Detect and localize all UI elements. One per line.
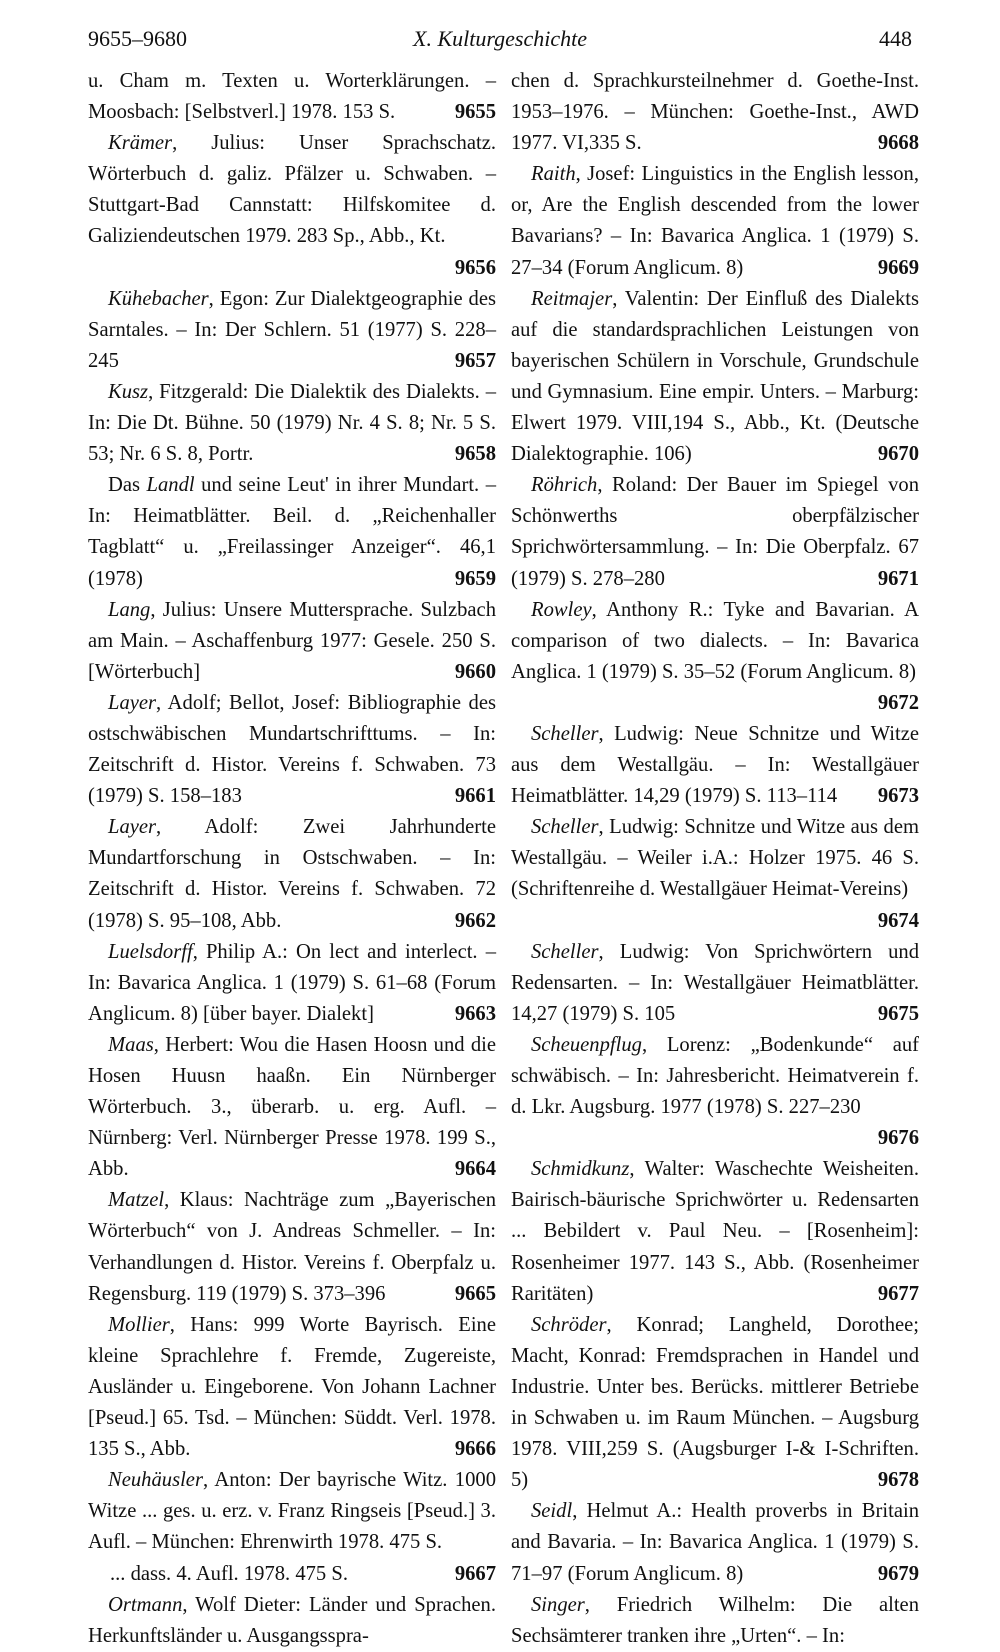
bibliography-entry [88, 1559, 496, 1590]
entry-number: 9664 [454, 1158, 496, 1181]
entry-number: 9659 [454, 567, 496, 590]
bibliography-entry [88, 812, 496, 936]
entry-text: , Valentin: Der Einfluß des Dialekts auf die standardsprachlichen Leistungen von bayerischen Schülern in Vorschule, Grundschule und Gymnasium. Eine empir. Unters. – Marburg: Elwert 1979. VIII,194 S., Abb., Kt. (Deutsche Dialektographie. 106) [511, 287, 919, 466]
entry-number-wrap [858, 906, 919, 937]
entry-author: Layer [108, 816, 157, 839]
entry-number-wrap [435, 657, 496, 688]
entry-text: chen d. Sprachkursteilnehmer d. Goethe-Inst. 1953–1976. – München: Goethe-Inst., AWD 1977. VI,335 S. [511, 70, 919, 155]
entry-text: ... dass. 4. Aufl. 1978. 475 S. [110, 1562, 348, 1585]
entry-text: , Ludwig: Neue Schnitze und Witze aus dem Westallgäu. – In: Westallgäuer Heimatblätter. 14,29 (1979) S. 113–114 [511, 722, 919, 808]
entry-number: 9677 [877, 1282, 919, 1305]
section-title: X. Kulturgeschichte [413, 26, 587, 51]
bibliography-entry [511, 159, 919, 283]
entry-text: , Helmut A.: Health proverbs in Britain and Bavaria. – In: Bavarica Anglica. 1 (1979) S. 71–97 (Forum Anglicum. 8) [511, 1500, 919, 1585]
entry-author: Luelsdorff [108, 940, 193, 963]
entry-author: Singer [531, 1593, 585, 1616]
entry-author: Maas [108, 1033, 154, 1056]
entry-number-wrap [858, 781, 919, 812]
entry-text: , Anthony R.: Tyke and Bavarian. A comparison of two dialects. – In: Bavarica Anglica. 1 (1979) S. 35–52 (Forum Anglicum. 8) [511, 598, 919, 683]
entry-text: , Friedrich Wilhelm: Die alten Sechsämterer tranken ihre „Urten“. – In: [511, 1593, 919, 1647]
bibliography-entry [511, 937, 919, 1030]
entry-text: und seine Leut' in ihrer Mundart. – In: Heimatblätter. Beil. d. „Reichenhaller Tagblatt“ u. „Freilassinger Anzeiger“. 46,1 (1978) [88, 474, 496, 590]
entry-author: Rowley [531, 598, 592, 621]
entry-text: , Ludwig: Schnitze und Witze aus dem Westallgäu. – Weiler i.A.: Holzer 1975. 46 S. (Schriftenreihe d. Westallgäuer Heimat-Vereins) [511, 816, 919, 901]
entry-text: , Hans: 999 Worte Bayrisch. Eine kleine Sprachlehre f. Fremde, Zugereiste, Ausländer u. Eingeborene. Von Johann Lachner [Pseud.] 65. Tsd. – München: Süddt. Verl. 1978. 135 S., Abb. [88, 1313, 496, 1461]
bibliography-entry [88, 688, 496, 812]
entry-number-wrap [858, 253, 919, 284]
entry-author: Layer [108, 691, 157, 714]
entry-author: Scheller [531, 940, 599, 963]
page-number: 448 [879, 26, 912, 51]
entry-number-wrap [435, 564, 496, 595]
entry-number: 9666 [454, 1438, 496, 1461]
entry-text: , Julius: Unser Sprachschatz. Wörterbuch d. galiz. Pfälzer u. Schwaben. – Stuttgart-Bad Cannstatt: Hilfskomitee d. Galiziendeutschen 1979. 283 Sp., Abb., Kt. [88, 132, 496, 248]
entry-number: 9676 [877, 1127, 919, 1150]
entry-number: 9656 [454, 256, 496, 279]
entry-author: Krämer [108, 132, 173, 155]
bibliography-entry [511, 470, 919, 594]
bibliography-entry [88, 595, 496, 688]
entry-author: Röhrich [531, 474, 598, 497]
entry-text: , Lorenz: „Bodenkunde“ auf schwäbisch. – In: Jahresbericht. Heimatverein f. d. Lkr. Augsburg. 1977 (1978) S. 227–230 [511, 1033, 919, 1119]
entry-number-wrap [455, 1559, 496, 1590]
entry-number-wrap [435, 1434, 496, 1465]
entry-number-wrap [435, 999, 496, 1030]
entry-number: 9665 [454, 1282, 496, 1305]
entry-text: , Konrad; Langheld, Dorothee; Macht, Konrad: Fremdsprachen in Handel und Industrie. Unter bes. Berücks. mittlerer Betriebe in Schwaben u. im Raum München. – Augsburg 1978. VIII,259 S. (Augsburger I-& I-Schriften. 5) [511, 1313, 919, 1492]
entry-author: Schmidkunz [531, 1158, 630, 1181]
entry-number-wrap [858, 1123, 919, 1154]
entry-text: , Adolf; Bellot, Josef: Bibliographie des ostschwäbischen Mundartschrifttums. – In: Zeitschrift d. Histor. Vereins f. Schwaben. 73 (1979) S. 158–183 [88, 691, 496, 808]
entry-number: 9675 [877, 1002, 919, 1025]
bibliography-entry [88, 1185, 496, 1309]
entry-text: , Roland: Der Bauer im Spiegel von Schönwerths oberpfälzischer Sprichwörtersammlung. – In: Die Oberpfalz. 67 (1979) S. 278–280 [511, 474, 919, 590]
entry-number-wrap [435, 253, 496, 284]
entry-number-wrap [858, 999, 919, 1030]
entry-text: , Wolf Dieter: Länder und Sprachen. Herkunftsländer u. Ausgangsspra- [88, 1593, 496, 1647]
entry-number-wrap [858, 688, 919, 719]
entry-number-wrap [435, 439, 496, 470]
entry-author: Neuhäusler [108, 1469, 203, 1492]
entry-number-wrap [455, 97, 496, 128]
right-column [511, 66, 919, 1652]
bibliography-entry [88, 1465, 496, 1558]
entry-range: 9655–9680 [88, 26, 187, 51]
entry-number: 9669 [877, 256, 919, 279]
entry-author: Kusz [108, 380, 149, 403]
entry-number: 9667 [454, 1562, 496, 1585]
entry-text: , Josef: Linguistics in the English lesson, or, Are the English descended from the lower Bavarians? – In: Bavarica Anglica. 1 (1979) S. 27–34 (Forum Anglicum. 8) [511, 163, 919, 279]
entry-number: 9678 [877, 1469, 919, 1492]
entry-number: 9671 [877, 567, 919, 590]
entry-text: u. Cham m. Texten u. Worterklärungen. – Moosbach: [Selbstverl.] 1978. 153 S. [88, 70, 496, 124]
bibliography-entry [88, 470, 496, 594]
entry-number: 9660 [454, 660, 496, 683]
bibliography-entry [88, 66, 496, 128]
entry-number: 9679 [877, 1562, 919, 1585]
entry-text: , Julius: Unsere Muttersprache. Sulzbach am Main. – Aschaffenburg 1977: Gesele. 250 S. [Wörterbuch] [88, 598, 496, 683]
entry-number: 9668 [877, 132, 919, 155]
bibliography-entry [511, 66, 919, 159]
entry-number-wrap [435, 346, 496, 377]
entry-number: 9658 [454, 443, 496, 466]
entry-author: Mollier [108, 1313, 170, 1336]
entry-number-wrap [858, 1279, 919, 1310]
bibliography-entry [511, 284, 919, 471]
entry-author: Seidl [531, 1500, 573, 1523]
entry-number: 9655 [454, 101, 496, 124]
entry-number: 9663 [454, 1002, 496, 1025]
entry-author: Ortmann [108, 1593, 183, 1616]
entry-text: , Klaus: Nachträge zum „Bayerischen Wörterbuch“ von J. Andreas Schmeller. – In: Verhandlungen d. Histor. Vereins f. Oberpfalz u. Regensburg. 119 (1979) S. 373–396 [88, 1189, 496, 1305]
entry-number: 9661 [454, 785, 496, 808]
entry-number-wrap [858, 1465, 919, 1496]
bibliography-entry [511, 1590, 919, 1652]
entry-author: Kühebacher [108, 287, 209, 310]
entry-author: Scheller [531, 816, 599, 839]
entry-number-wrap [435, 1279, 496, 1310]
entry-author: Scheuenpflug [531, 1033, 642, 1056]
entry-text: , Walter: Waschechte Weisheiten. Bairisch-bäurische Sprichwörter u. Redensarten ... Bebildert v. Paul Neu. – [Rosenheim]: Rosenheimer 1977. 143 S., Abb. (Rosenheimer Raritäten) [511, 1158, 919, 1305]
bibliography-entry [88, 377, 496, 470]
bibliography-entry [88, 128, 496, 283]
bibliography-entry [88, 284, 496, 377]
entry-number-wrap [858, 439, 919, 470]
entry-number: 9673 [877, 785, 919, 808]
entry-number: 9672 [877, 691, 919, 714]
entry-text: , Herbert: Wou die Hasen Hoosn und die Hosen Huusn haaßn. Ein Nürnberger Wörterbuch. 3., überarb. u. erg. Aufl. – Nürnberg: Verl. Nürnberger Presse 1978. 199 S., Abb. [88, 1033, 496, 1181]
entry-author: Raith [531, 163, 576, 186]
bibliography-entry [511, 1154, 919, 1309]
page-header [80, 26, 920, 56]
bibliography-entry [511, 595, 919, 719]
bibliography-entry [511, 1310, 919, 1497]
entry-number: 9674 [877, 909, 919, 932]
entry-text: , Adolf: Zwei Jahrhunderte Mundartforschung in Ostschwaben. – In: Zeitschrift d. Histor. Vereins f. Schwaben. 72 (1978) S. 95–108, Abb. [88, 816, 496, 932]
entry-number-wrap [878, 128, 919, 159]
entry-author: Schröder [531, 1313, 607, 1336]
bibliography-entry [511, 719, 919, 812]
entry-text: , Egon: Zur Dialektgeographie des Sarntales. – In: Der Schlern. 51 (1977) S. 228–245 [88, 287, 496, 372]
bibliography-entry [88, 1310, 496, 1465]
bibliography-entry [511, 1030, 919, 1154]
bibliography-entry [88, 1030, 496, 1185]
entry-author: Matzel [108, 1189, 165, 1212]
entry-number: 9662 [454, 909, 496, 932]
bibliography-entry [511, 812, 919, 936]
entry-number-wrap [858, 1559, 919, 1590]
left-column [88, 66, 496, 1652]
entry-author: Lang [108, 598, 151, 621]
entry-number-wrap [435, 1154, 496, 1185]
entry-title-italic: Landl [146, 474, 195, 497]
entry-prefix: Das [108, 474, 147, 497]
entry-number: 9670 [877, 443, 919, 466]
entry-author: Reitmajer [531, 287, 613, 310]
entry-number: 9657 [454, 349, 496, 372]
bibliography-entry [88, 937, 496, 1030]
entry-text: , Anton: Der bayrische Witz. 1000 Witze ... ges. u. erz. v. Franz Ringseis [Pseud.] 3. Aufl. – München: Ehrenwirth 1978. 475 S. [88, 1469, 496, 1554]
entry-text: , Philip A.: On lect and interlect. – In: Bavarica Anglica. 1 (1979) S. 61–68 (Forum Anglicum. 8) [über bayer. Dialekt] [88, 940, 496, 1025]
entry-number-wrap [435, 906, 496, 937]
bibliography-entry [511, 1496, 919, 1589]
entry-number-wrap [435, 781, 496, 812]
entry-number-wrap [858, 564, 919, 595]
bibliography-entry [88, 1590, 496, 1652]
entry-text: , Fitzgerald: Die Dialektik des Dialekts. – In: Die Dt. Bühne. 50 (1979) Nr. 4 S. 8; Nr. 5 S. 53; Nr. 6 S. 8, Portr. [88, 380, 496, 466]
entry-text: , Ludwig: Von Sprichwörtern und Redensarten. – In: Westallgäuer Heimatblätter. 14,27 (1979) S. 105 [511, 940, 919, 1025]
entry-author: Scheller [531, 722, 599, 745]
